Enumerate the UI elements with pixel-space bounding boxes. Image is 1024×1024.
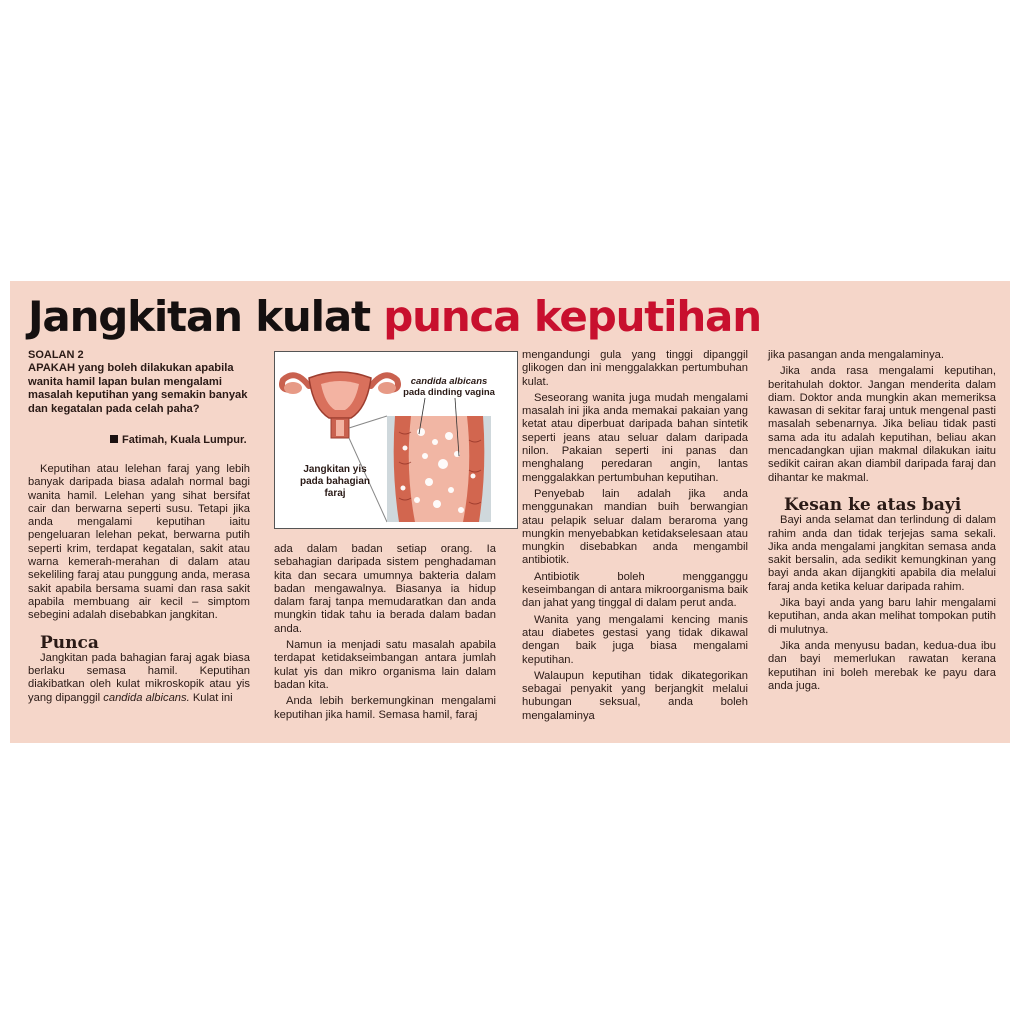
- col3-paragraph-2: Seseorang wanita juga mudah mengalami masalah ini jika anda memakai pakaian yang ketat atau diperbuat daripada bahan sintetik seperti jeans atau seluar dalam daripada nilon. Pakaian seperti ini panas dan menghalang peredaran angin, lantas menggalakkan pertumbuhan keputihan.: [522, 391, 748, 484]
- byline-name: Fatimah, Kuala Lumpur.: [122, 434, 247, 446]
- col2-paragraph-3: Anda lebih berkemungkinan mengalami keputihan jika hamil. Semasa hamil, faraj: [274, 695, 496, 721]
- col1-paragraph-2: [28, 652, 250, 705]
- col1-p2-italic: candida albicans.: [103, 691, 190, 704]
- question-label: SOALAN 2: [28, 349, 84, 361]
- col2-paragraph-2: Namun ia menjadi satu masalah apabila terdapat ketidakseimbangan antara jumlah kulat yis dan mikro organisma lain dalam badan kita.: [274, 639, 496, 691]
- illustration-figure: [274, 351, 518, 529]
- column-1: [28, 463, 250, 708]
- figure-caption-jangkitan: Jangkitan yis pada bahagian faraj: [299, 464, 370, 499]
- headline: [28, 293, 761, 341]
- col1-p2-end: Kulat ini: [192, 691, 233, 704]
- col4-paragraph-3: Bayi anda selamat dan terlindung di dalam rahim anda dan tidak terjejas sama sekali. Jika anda mengalami jangkitan semasa anda sakit bersalin, ada sedikit kemungkinan yang bayi anda akan dijangkiti apabila dia melalui faraj anda ketika keluar daripada rahim.: [768, 514, 996, 593]
- col3-paragraph-4: Antibiotik boleh mengganggu keseimbangan di antara mikroorganisma baik dan jahat yang tinggal di dalam perut anda.: [522, 570, 748, 610]
- col4-paragraph-5: Jika anda menyusu badan, kedua-dua ibu dan bayi memerlukan rawatan kerana keputihan ini boleh merebak ke payu dara anda juga.: [768, 639, 996, 692]
- col2-paragraph-1: ada dalam badan setiap orang. Ia sebahagian daripada sistem penghadaman kita dan secara umumnya bakteria dalam badan mengawalnya. Biasanya ia hidup dalam faraj tanpa memudaratkan dan anda mungkin tidak tahu ia berada dalam badan anda.: [274, 543, 496, 635]
- newspaper-article: [10, 281, 1010, 743]
- headline-part-black: Jangkitan kulat: [28, 292, 370, 341]
- question-text: APAKAH yang boleh dilakukan apabila wanita hamil lapan bulan mengalami masalah keputihan yang semakin banyak dan kegatalan pada celah paha?: [28, 362, 248, 415]
- col3-paragraph-6: Walaupun keputihan tidak dikategorikan sebagai penyakit yang berjangkit melalui hubungan seksual, anda boleh mengalaminya: [522, 669, 748, 722]
- caption-candida-rest: pada dinding vagina: [403, 387, 495, 398]
- col1-paragraph-1: Keputihan atau lelehan faraj yang lebih banyak daripada biasa adalah normal bagi wanita hamil. Lelehan yang sihat bersifat cair dan berwarna seperti susu. Tetapi jika anda mengalami keputihan iaitu pengeluaran lelehan pekat, berwarna putih seperti krim, terdapat kegatalan, sakit atau warna kemerah-merahan di dalam atau sekeliling faraj atau punggung anda, merasa sakit apabila bersama suami dan rasa sakit apabila membuang air kecil – simptom sebegini adalah disebabkan jangkitan.: [28, 463, 250, 622]
- col4-paragraph-1: jika pasangan anda mengalaminya.: [768, 349, 945, 361]
- col4-paragraph-2: Jika anda rasa mengalami keputihan, beritahulah doktor. Jangan menderita dalam diam. Doktor anda mungkin akan memeriksa kawasan di sekitar faraj untuk mengenal pasti masalah sebenarnya. Jika beliau tidak pasti sama ada itu adalah keputihan, beliau akan mencadangkan ujian makmal dilakukan iaitu sedikit cairan akan diambil daripada faraj dan dihantar ke makmal.: [768, 365, 996, 484]
- headline-part-red: punca keputihan: [383, 292, 761, 341]
- column-2: [274, 543, 496, 725]
- section-heading-kesan: Kesan ke atas bayi: [784, 494, 962, 515]
- square-bullet-icon: [110, 435, 118, 443]
- col3-paragraph-1: mengandungi gula yang tinggi dipanggil glikogen dan ini menggalakkan pertumbuhan kulat.: [522, 349, 748, 388]
- section-heading-punca: Punca: [40, 632, 99, 653]
- question-byline: [110, 434, 247, 446]
- column-4: [768, 349, 996, 696]
- column-3: [522, 349, 748, 726]
- col3-paragraph-3: Penyebab lain adalah jika anda menggunakan mandian buih berwangian atau pelapik seluar dalam beraroma yang mungkin menyebabkan ketidakselesaan atau mungkin disebabkan anda mengambil antibiotik.: [522, 487, 748, 567]
- col1-p2-text: Jangkitan pada bahagian faraj agak biasa berlaku semasa hamil. Keputihan diakibatkan oleh kulat mikroskopik atau yis yang dipanggil: [28, 651, 250, 704]
- figure-caption-candida: [393, 376, 505, 398]
- caption-candida-italic: candida albicans: [410, 376, 488, 387]
- col3-paragraph-5: Wanita yang mengalami kencing manis atau diabetes gestasi yang tidak dikawal dengan baik juga biasa mengalami keputihan.: [522, 613, 748, 666]
- col4-paragraph-4: Jika bayi anda yang baru lahir mengalami keputihan, anda akan melihat tompokan putih di mulutnya.: [768, 597, 996, 636]
